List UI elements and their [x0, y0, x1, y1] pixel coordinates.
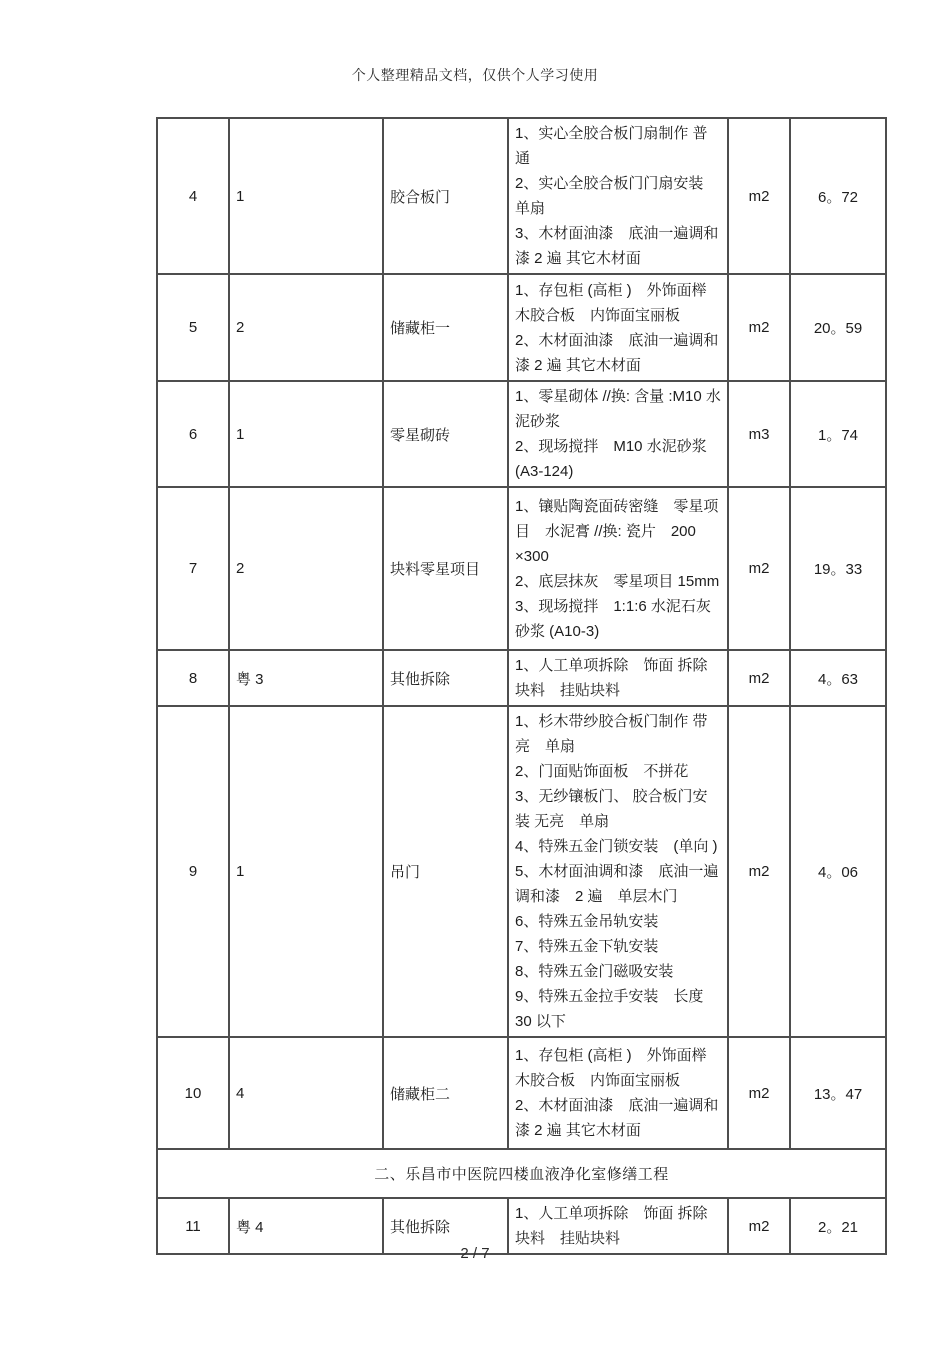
boq-table [156, 117, 887, 1255]
row-qty-cell: 20。59 [790, 274, 886, 381]
page-number: 2 / 7 [460, 1245, 490, 1262]
desc-item: 6、特殊五金吊轨安装 [515, 913, 659, 930]
row-number-cell: 9 [157, 706, 229, 1037]
section-title: 二、乐昌市中医院四楼血液净化室修缮工程 [157, 1149, 886, 1198]
row-name-cell: 胶合板门 [383, 118, 508, 274]
desc-item: 7、特殊五金下轨安装 [515, 938, 659, 955]
desc-item: 5、木材面油调和漆 底油一遍调和漆 2 遍 单层木门 [515, 863, 719, 905]
row-name-cell: 块料零星项目 [383, 487, 508, 650]
desc-item: 1、杉木带纱胶合板门制作 带亮 单扇 [515, 713, 708, 755]
row-code-cell: 2 [229, 274, 383, 381]
page-header-text: 个人整理精品文档，仅供个人学习使用 [351, 67, 599, 83]
row-name-cell: 其他拆除 [383, 1198, 508, 1254]
row-unit-cell: m2 [728, 274, 790, 381]
desc-item: 1、镶贴陶瓷面砖密缝 零星项目 水泥膏 //换: 瓷片 200 ×300 [515, 497, 719, 565]
desc-item: 2、木材面油漆 底油一遍调和漆 2 遍 其它木材面 [515, 331, 719, 374]
row-unit-cell: m2 [728, 706, 790, 1037]
row-number-cell: 11 [157, 1198, 229, 1254]
row-number-cell: 7 [157, 487, 229, 650]
row-desc-cell [508, 650, 728, 706]
row-qty-cell: 13。47 [790, 1037, 886, 1149]
row-desc-cell [508, 118, 728, 274]
desc-item: 1、存包柜 (高柜 ) 外饰面榉木胶合板 内饰面宝丽板 [515, 1047, 707, 1089]
table-row [157, 706, 886, 1037]
table-row [157, 487, 886, 650]
row-qty-cell: 4。06 [790, 706, 886, 1037]
row-name-cell: 吊门 [383, 706, 508, 1037]
row-qty-cell: 1。74 [790, 381, 886, 487]
row-desc-cell [508, 381, 728, 487]
row-code-cell: 2 [229, 487, 383, 650]
row-name-cell: 储藏柜一 [383, 274, 508, 381]
desc-item: 2、门面贴饰面板 不拼花 [515, 763, 689, 780]
row-name-cell: 其他拆除 [383, 650, 508, 706]
row-code-cell: 1 [229, 706, 383, 1037]
desc-item: 2、实心全胶合板门门扇安装 单扇 [515, 175, 708, 217]
row-unit-cell: m2 [728, 650, 790, 706]
row-name-cell: 零星砌砖 [383, 381, 508, 487]
table-row [157, 274, 886, 381]
desc-item: 8、特殊五金门磁吸安装 [515, 963, 674, 980]
row-number-cell: 5 [157, 274, 229, 381]
desc-item: 1、实心全胶合板门扇制作 普通 [515, 125, 708, 167]
row-number-cell: 10 [157, 1037, 229, 1149]
row-unit-cell: m2 [728, 1037, 790, 1149]
row-number-cell: 6 [157, 381, 229, 487]
desc-item: 9、特殊五金拉手安装 长度 30 以下 [515, 988, 708, 1030]
row-number-cell: 8 [157, 650, 229, 706]
row-code-cell: 4 [229, 1037, 383, 1149]
desc-item: 2、底层抹灰 零星项目 15mm [515, 572, 720, 590]
row-unit-cell: m2 [728, 487, 790, 650]
desc-item: 1、人工单项拆除 饰面 拆除块料 挂贴块料 [515, 1205, 708, 1247]
desc-item: 1、零星砌体 //换: 含量 :M10 水泥砂浆 [515, 388, 721, 430]
row-qty-cell: 2。21 [790, 1198, 886, 1254]
row-unit-cell: m3 [728, 381, 790, 487]
table-row [157, 1037, 886, 1149]
row-qty-cell: 4。63 [790, 650, 886, 706]
desc-item: 4、特殊五金门锁安装 (单向 ) [515, 838, 718, 855]
row-desc-cell [508, 706, 728, 1037]
table-row [157, 118, 886, 274]
desc-item: 1、人工单项拆除 饰面 拆除块料 挂贴块料 [515, 657, 708, 699]
row-number-cell: 4 [157, 118, 229, 274]
row-code-cell: 1 [229, 118, 383, 274]
row-desc-cell [508, 1037, 728, 1149]
table-row [157, 650, 886, 706]
table-row [157, 381, 886, 487]
desc-item: 2、现场搅拌 M10 水泥砂浆 (A3-124) [515, 438, 711, 480]
row-desc-cell [508, 487, 728, 650]
desc-item: 3、木材面油漆 底油一遍调和漆 2 遍 其它木材面 [515, 225, 719, 267]
row-code-cell: 粤 3 [229, 650, 383, 706]
row-name-cell: 储藏柜二 [383, 1037, 508, 1149]
row-qty-cell: 6。72 [790, 118, 886, 274]
desc-item: 3、无纱镶板门、 胶合板门安装 无亮 单扇 [515, 788, 708, 830]
row-desc-cell [508, 274, 728, 381]
row-unit-cell: m2 [728, 1198, 790, 1254]
row-code-cell: 1 [229, 381, 383, 487]
desc-item: 3、现场搅拌 1:1:6 水泥石灰砂浆 (A10-3) [515, 597, 711, 640]
desc-item: 2、木材面油漆 底油一遍调和漆 2 遍 其它木材面 [515, 1097, 719, 1139]
row-qty-cell: 19。33 [790, 487, 886, 650]
section-row [157, 1149, 886, 1198]
desc-item: 1、存包柜 (高柜 ) 外饰面榉木胶合板 内饰面宝丽板 [515, 281, 707, 324]
row-code-cell: 粤 4 [229, 1198, 383, 1254]
row-unit-cell: m2 [728, 118, 790, 274]
